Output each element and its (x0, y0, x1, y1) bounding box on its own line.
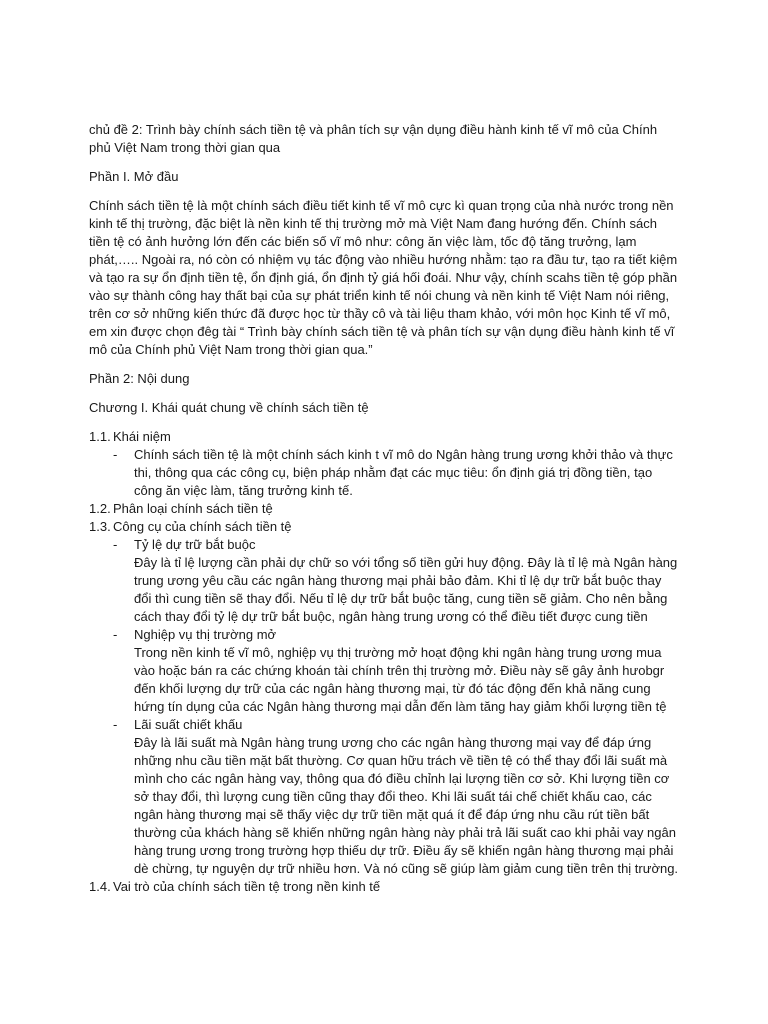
bullet-body (134, 536, 681, 626)
bullet-text: Đây là lãi suất mà Ngân hàng trung ương cho các ngân hàng thương mại vay để đáp ứng những nhu cầu tiền mặt bất thường. Cơ quan hữu trách về tiền tệ có thể thay đổi lãi suất mà mình cho các ngân hàng vay, thông qua đó điều chỉnh lại lượng tiền cơ sở. Khi lượng tiền cơ sở thay đổi, thì lượng cung tiền cũng thay đổi theo. Khi lãi suất tái chế chiết khấu cao, các ngân hàng thương mại sẽ thấy việc dự trữ tiền mặt quá ít để đáp ứng nhu cầu rút tiền bất thường của khách hàng sẽ khiến những ngân hàng này phải trả lãi suất cao khi phải vay ngân hàng trung ương trong trường hợp thiếu dự trữ. Điều ấy sẽ khiến ngân hàng thương mại phải dè chừng, tự nguyện dự trữ nhiều hơn. Và nó cũng sẽ giúp làm giảm cung tiền trên thị trường. (134, 735, 679, 876)
bullet-text: Chính sách tiền tệ là một chính sách kinh t vĩ mô do Ngân hàng trung ương khởi thảo và thực thi, thông qua các công cụ, biện pháp nhằm đạt các mục tiêu: ổn định giá trị đồng tiền, tạo công ăn việc làm, tăng trưởng kinh tế. (134, 447, 673, 498)
topic-heading: chủ đề 2: Trình bày chính sách tiền tệ và phân tích sự vận dụng điều hành kinh tế vĩ mô của Chính phủ Việt Nam trong thời gian qua (89, 122, 658, 155)
dash-marker: - (113, 447, 118, 462)
bullet-title: Lãi suất chiết khấu (134, 717, 243, 732)
intro-paragraph: Chính sách tiền tệ là một chính sách điều tiết kinh tế vĩ mô cực kì quan trọng của nhà nước trong nền kinh tế thị trường, đặc biệt là nền kinh tế thị trường mở mà Việt Nam đang hướng đến. Chính sách tiền tệ có ảnh hưởng lớn đến các biến số vĩ mô như: công ăn việc làm, tốc độ tăng trưởng, lạm phát,….. Ngoài ra, nó còn có nhiệm vụ tác động vào nhiều hướng nhằm: tạo ra đầu tư, tạo ra tiết kiệm và tạo ra sự ổn định tiền tệ, ổn định giá, ổn định tỷ giá hối đoái. Như vậy, chính scahs tiền tệ góp phần vào sự thành công hay thất bại của sự phát triển kinh tế nói chung và nền kinh tế Việt Nam nói riêng, trên cơ sở những kiến thức đã được học từ thầy cô và tài liệu tham khảo, với môn học Kinh tế vĩ mô, em xin được chọn đêg tài “ Trình bày chính sách tiền tệ và phân tích sự vận dụng điều hành kinh tế vĩ mô của Chính phủ Việt Nam trong thời gian qua.” (89, 198, 678, 357)
section-title: Khái niệm (113, 429, 171, 444)
list-item (89, 626, 681, 716)
section-title: Công cụ của chính sách tiền tệ (113, 519, 292, 534)
section-title: Vai trò của chính sách tiền tệ trong nền kinh tế (113, 879, 381, 894)
chapter1-heading: Chương I. Khái quát chung về chính sách tiền tệ (89, 400, 369, 415)
document-page (89, 121, 681, 896)
bullet-text: Đây là tỉ lệ lượng cần phải dự chữ so với tổng số tiền gửi huy động. Đây là tỉ lệ mà Ngân hàng trung ương yêu cầu các ngân hàng thương mại phải bảo đảm. Khi tỉ lệ dự trữ bắt buộc thay đổi thì cung tiền sẽ thay đổi. Nếu tỉ lệ dự trữ bắt buộc tăng, cung tiền sẽ giảm. Cho nên bằng cách thay đổi tỷ lệ dự trữ bắt buộc, ngân hàng trung ương có thể điều tiết được cung tiền (134, 555, 678, 624)
section-1-2-heading (89, 500, 681, 518)
section-1-4-heading (89, 878, 681, 896)
bullet-title: Tỷ lệ dự trữ bắt buộc (134, 537, 256, 552)
list-item (89, 716, 681, 878)
section-title: Phân loại chính sách tiền tệ (113, 501, 273, 516)
list-item (89, 536, 681, 626)
bullet-body (134, 716, 681, 878)
section-number: 1.2. (89, 501, 111, 516)
section-1-3-bullets (89, 536, 681, 878)
section-1-3-heading (89, 518, 681, 536)
dash-marker: - (113, 537, 118, 552)
dash-marker: - (113, 627, 118, 642)
section-number: 1.3. (89, 519, 111, 534)
bullet-body (134, 626, 681, 716)
part1-heading: Phần I. Mở đầu (89, 169, 179, 184)
dash-marker: - (113, 717, 118, 732)
part2-heading: Phần 2: Nội dung (89, 371, 190, 386)
bullet-text: Trong nền kinh tế vĩ mô, nghiệp vụ thị trường mở hoạt động khi ngân hàng trung ương mua vào hoặc bán ra các chứng khoán tài chính trên thị trường mở. Điều này sẽ gây ảnh hưobgr đến khối lượng dự trữ của các ngân hàng thương mại, từ đó tác động đến khả năng cung hứng tín dụng của các Ngân hàng thương mại dẫn đến làm tăng hay giảm khối lượng tiền tệ (134, 645, 667, 714)
list-item (89, 446, 681, 500)
bullet-title: Nghiệp vụ thị trường mở (134, 627, 277, 642)
section-number: 1.4. (89, 879, 111, 894)
section-number: 1.1. (89, 429, 111, 444)
section-1-1-bullets (89, 446, 681, 500)
section-1-1-heading (89, 428, 681, 446)
